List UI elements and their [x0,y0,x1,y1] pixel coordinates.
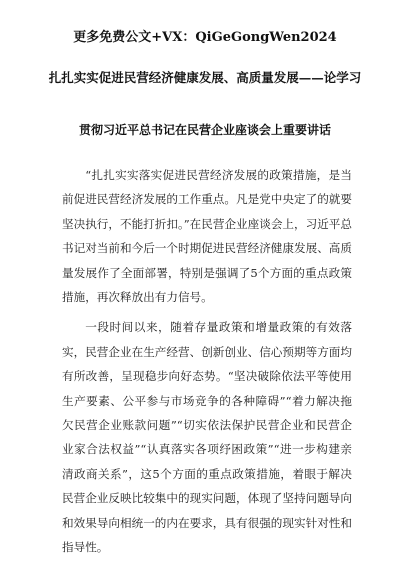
paragraph: 一段时间以来，随着存量政策和增量政策的有效落实，民营企业在生产经营、创新创业、信心预期等方面均有所改善，呈现稳步向好态势。“坚决破除依法平等使用生产要素、公平参与市场竞争的各种障碍”“着力解决拖欠民营企业账款问题”“切实依法保护民营企业和民营企业家合法权益”“认真落实各项纾困政策”“进一步构建亲清政商关系”，这5个方面的重点政策措施，着眼于解决民营企业反映比较集中的现实问题，体现了坚持问题导向和效果导向相统一的内在要求，具有很强的现实针对性和指导性。 [62,320,352,555]
article-body [62,163,352,566]
article-subtitle: 贯彻习近平总书记在民营企业座谈会上重要讲话 [78,123,331,137]
header-note: 更多免费公文+VX：QiGeGongWen2024 [73,30,337,45]
article-title: 扎扎实实促进民营经济健康发展、高质量发展——论学习 [48,70,362,85]
paragraph: “扎扎实实落实促进民营经济发展的政策措施，是当前促进民营经济发展的工作重点。凡是党中央定了的就要坚决执行，不能打折扣。”在民营企业座谈会上，习近平总书记对当前和今后一个时期促进民营经济健康发展、高质量发展作了全面部署，特别是强调了5个方面的重点政策措施，再次释放出有力信号。 [62,168,352,305]
